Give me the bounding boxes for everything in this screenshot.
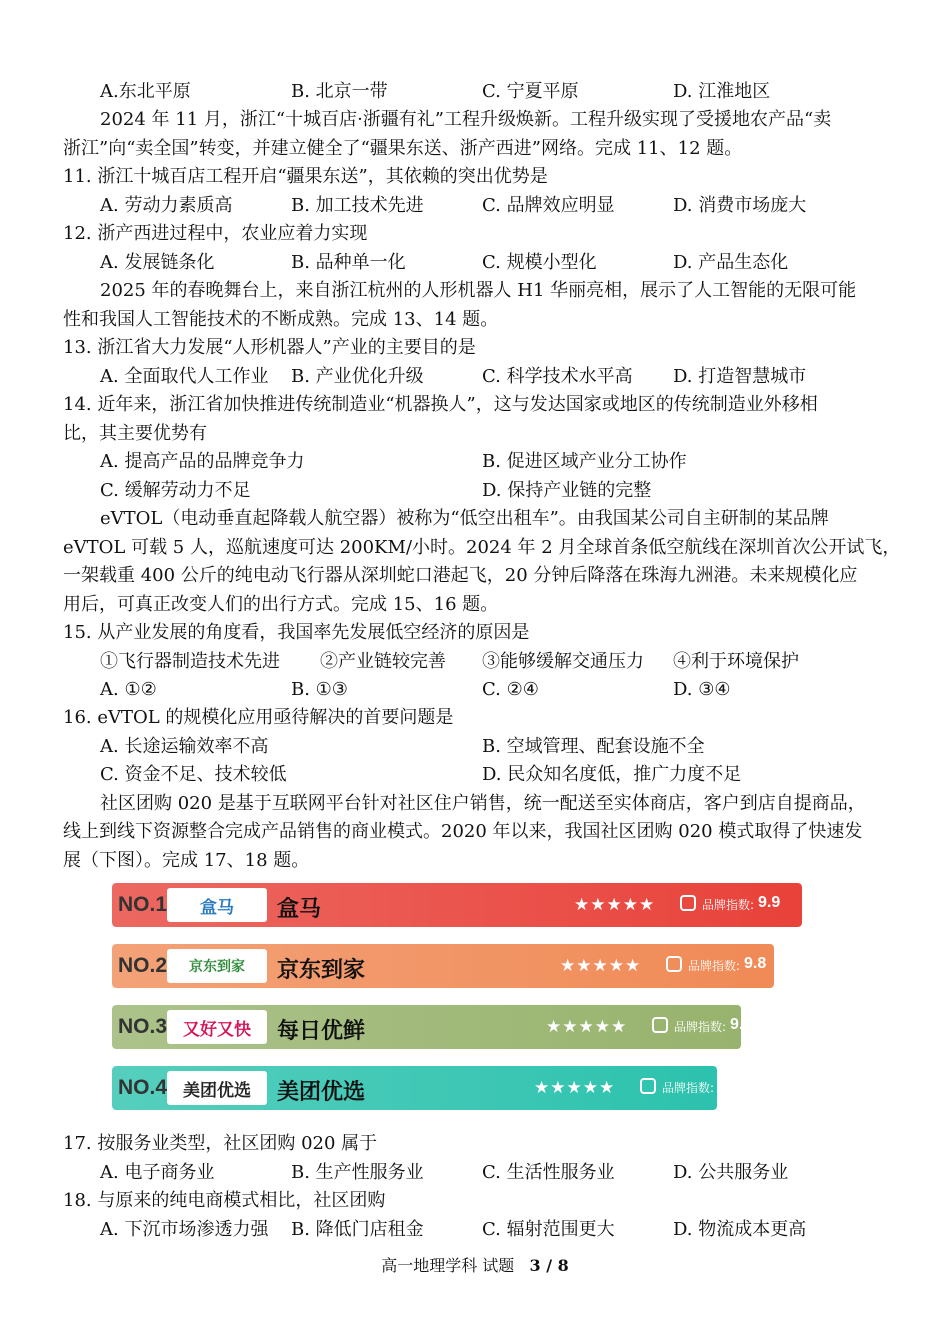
rank-number: NO.2 [118, 954, 168, 977]
brand-name: 京东到家 [277, 958, 366, 983]
q16-option-b: B. 空域管理、配套设施不全 [482, 736, 705, 757]
q18-option-a: A. 下沉市场渗透力强 [100, 1219, 269, 1240]
meituan-logo: 美团优选 [167, 1071, 267, 1105]
rank-number: NO.4 [118, 1076, 168, 1099]
q11-stem: 11. 浙江十城百店工程开启“疆果东送”，其依赖的突出优势是 [63, 166, 548, 187]
star-rating: ★★★★★ [546, 1017, 628, 1037]
passage-17-18-line-2: 线上到线下资源整合完成产品销售的商业模式。2020 年以来，我国社区团购 020 模式取得了快速发 [63, 821, 863, 842]
missfresh-logo: 又好又快 [167, 1010, 267, 1044]
rank-row-3 [112, 1005, 774, 1049]
brand-index-label: 品牌指数: [688, 959, 741, 973]
q11-option-d: D. 消费市场庞大 [673, 195, 807, 216]
q13-stem: 13. 浙江省大力发展“人形机器人”产业的主要目的是 [63, 337, 476, 358]
brand-index-icon [680, 895, 696, 911]
hema-logo: 盒马 [167, 888, 267, 922]
page-footer [0, 1253, 950, 1276]
q12-option-d: D. 产品生态化 [673, 252, 789, 273]
brand-index-value: 9.5 [730, 1016, 753, 1033]
q13-option-c: C. 科学技术水平高 [482, 366, 633, 387]
rank-row-4 [112, 1066, 762, 1110]
brand-name: 美团优选 [277, 1080, 366, 1105]
q15-stem: 15. 从产业发展的角度看，我国率先发展低空经济的原因是 [63, 622, 530, 643]
q12-option-c: C. 规模小型化 [482, 252, 597, 273]
q15-item-2: ②产业链较完善 [320, 651, 446, 672]
q15-item-1: ①飞行器制造技术先进 [100, 651, 280, 672]
brand-index-value: 9.3 [718, 1077, 741, 1094]
star-rating: ★★★★★ [534, 1078, 616, 1098]
passage-11-12-line-2: 浙江”向“卖全国”转变，并建立健全了“疆果东送、浙产西进”网络。完成 11、12 题。 [63, 138, 743, 159]
passage-15-16-line-1: eVTOL（电动垂直起降载人航空器）被称为“低空出租车”。由我国某公司自主研制的某品牌 [100, 508, 829, 529]
brand-name: 每日优鲜 [277, 1019, 366, 1044]
q12-option-b: B. 品种单一化 [291, 252, 406, 273]
q10-option-d: D. 江淮地区 [673, 81, 771, 102]
q11-option-c: C. 品牌效应明显 [482, 195, 615, 216]
brand-index-label: 品牌指数: [662, 1081, 715, 1095]
q11-option-a: A. 劳动力素质高 [100, 195, 233, 216]
q17-stem: 17. 按服务业类型，社区团购 020 属于 [63, 1133, 378, 1154]
rank-number: NO.1 [118, 893, 168, 916]
q10-option-a: A.东北平原 [100, 81, 191, 102]
brand-index-icon [640, 1078, 656, 1094]
q15-option-b: B. ①③ [291, 679, 348, 700]
q16-stem: 16. eVTOL 的规模化应用亟待解决的首要问题是 [63, 707, 454, 728]
passage-15-16-line-2: eVTOL 可载 5 人，巡航速度可达 200KM/小时。2024 年 2 月全球首条低空航线在深圳首次公开试飞， [63, 537, 901, 558]
brand-index-label: 品牌指数: [702, 898, 755, 912]
q15-option-d: D. ③④ [673, 679, 731, 700]
q10-option-c: C. 宁夏平原 [482, 81, 579, 102]
jddj-logo: 京东到家 [167, 949, 267, 983]
q15-option-c: C. ②④ [482, 679, 539, 700]
passage-13-14-line-1: 2025 年的春晚舞台上，来自浙江杭州的人形机器人 H1 华丽亮相，展示了人工智能的无限可能 [100, 280, 857, 301]
star-rating: ★★★★★ [560, 956, 642, 976]
q18-option-d: D. 物流成本更高 [673, 1219, 807, 1240]
q12-stem: 12. 浙产西进过程中，农业应着力实现 [63, 223, 368, 244]
brand-index-value: 9.9 [758, 894, 781, 911]
q11-option-b: B. 加工技术先进 [291, 195, 424, 216]
brand-index-value: 9.8 [744, 955, 767, 972]
q16-option-a: A. 长途运输效率不高 [100, 736, 269, 757]
q13-option-a: A. 全面取代人工作业 [100, 366, 269, 387]
q10-option-b: B. 北京一带 [291, 81, 388, 102]
passage-13-14-line-2: 性和我国人工智能技术的不断成熟。完成 13、14 题。 [63, 309, 499, 330]
q16-option-d: D. 民众知名度低，推广力度不足 [482, 764, 742, 785]
rank-number: NO.3 [118, 1015, 168, 1038]
q17-option-a: A. 电子商务业 [100, 1162, 215, 1183]
q15-item-3: ③能够缓解交通压力 [482, 651, 644, 672]
q13-option-b: B. 产业优化升级 [291, 366, 424, 387]
q14-option-b: B. 促进区域产业分工协作 [482, 451, 687, 472]
passage-11-12-line-1: 2024 年 11 月，浙江“十城百店·浙疆有礼”工程升级焕新。工程升级实现了受援地农产品“卖 [100, 109, 832, 130]
q15-option-a: A. ①② [100, 679, 157, 700]
q14-option-c: C. 缓解劳动力不足 [100, 480, 251, 501]
q13-option-d: D. 打造智慧城市 [673, 366, 807, 387]
footer-subject: 高一地理学科 试题 [381, 1256, 515, 1275]
q15-item-4: ④利于环境保护 [673, 651, 799, 672]
q14-stem-line-2: 比，其主要优势有 [63, 423, 207, 444]
brand-name: 盒马 [277, 897, 322, 922]
passage-15-16-line-4: 用后，可真正改变人们的出行方式。完成 15、16 题。 [63, 594, 499, 615]
q18-option-b: B. 降低门店租金 [291, 1219, 424, 1240]
passage-17-18-line-3: 展（下图）。完成 17、18 题。 [63, 850, 310, 871]
q14-stem-line-1: 14. 近年来，浙江省加快推进传统制造业“机器换人”，这与发达国家或地区的传统制造业外移相 [63, 394, 818, 415]
q12-option-a: A. 发展链条化 [100, 252, 215, 273]
q17-option-c: C. 生活性服务业 [482, 1162, 615, 1183]
q18-stem: 18. 与原来的纯电商模式相比，社区团购 [63, 1190, 386, 1211]
footer-page-number: 3 / 8 [529, 1256, 569, 1275]
brand-index-icon [652, 1017, 668, 1033]
brand-index-icon [666, 956, 682, 972]
q18-option-c: C. 辐射范围更大 [482, 1219, 615, 1240]
passage-15-16-line-3: 一架载重 400 公斤的纯电动飞行器从深圳蛇口港起飞，20 分钟后降落在珠海九洲港。未来规模化应 [63, 565, 858, 586]
q14-option-a: A. 提高产品的品牌竞争力 [100, 451, 305, 472]
rank-row-1 [112, 883, 802, 927]
q17-option-b: B. 生产性服务业 [291, 1162, 424, 1183]
brand-index-label: 品牌指数: [674, 1020, 727, 1034]
passage-17-18-line-1: 社区团购 020 是基于互联网平台针对社区住户销售，统一配送至实体商店，客户到店自提商品， [100, 793, 866, 814]
q14-option-d: D. 保持产业链的完整 [482, 480, 652, 501]
q17-option-d: D. 公共服务业 [673, 1162, 789, 1183]
rank-row-2 [112, 944, 788, 988]
star-rating: ★★★★★ [574, 895, 656, 915]
q16-option-c: C. 资金不足、技术较低 [100, 764, 287, 785]
